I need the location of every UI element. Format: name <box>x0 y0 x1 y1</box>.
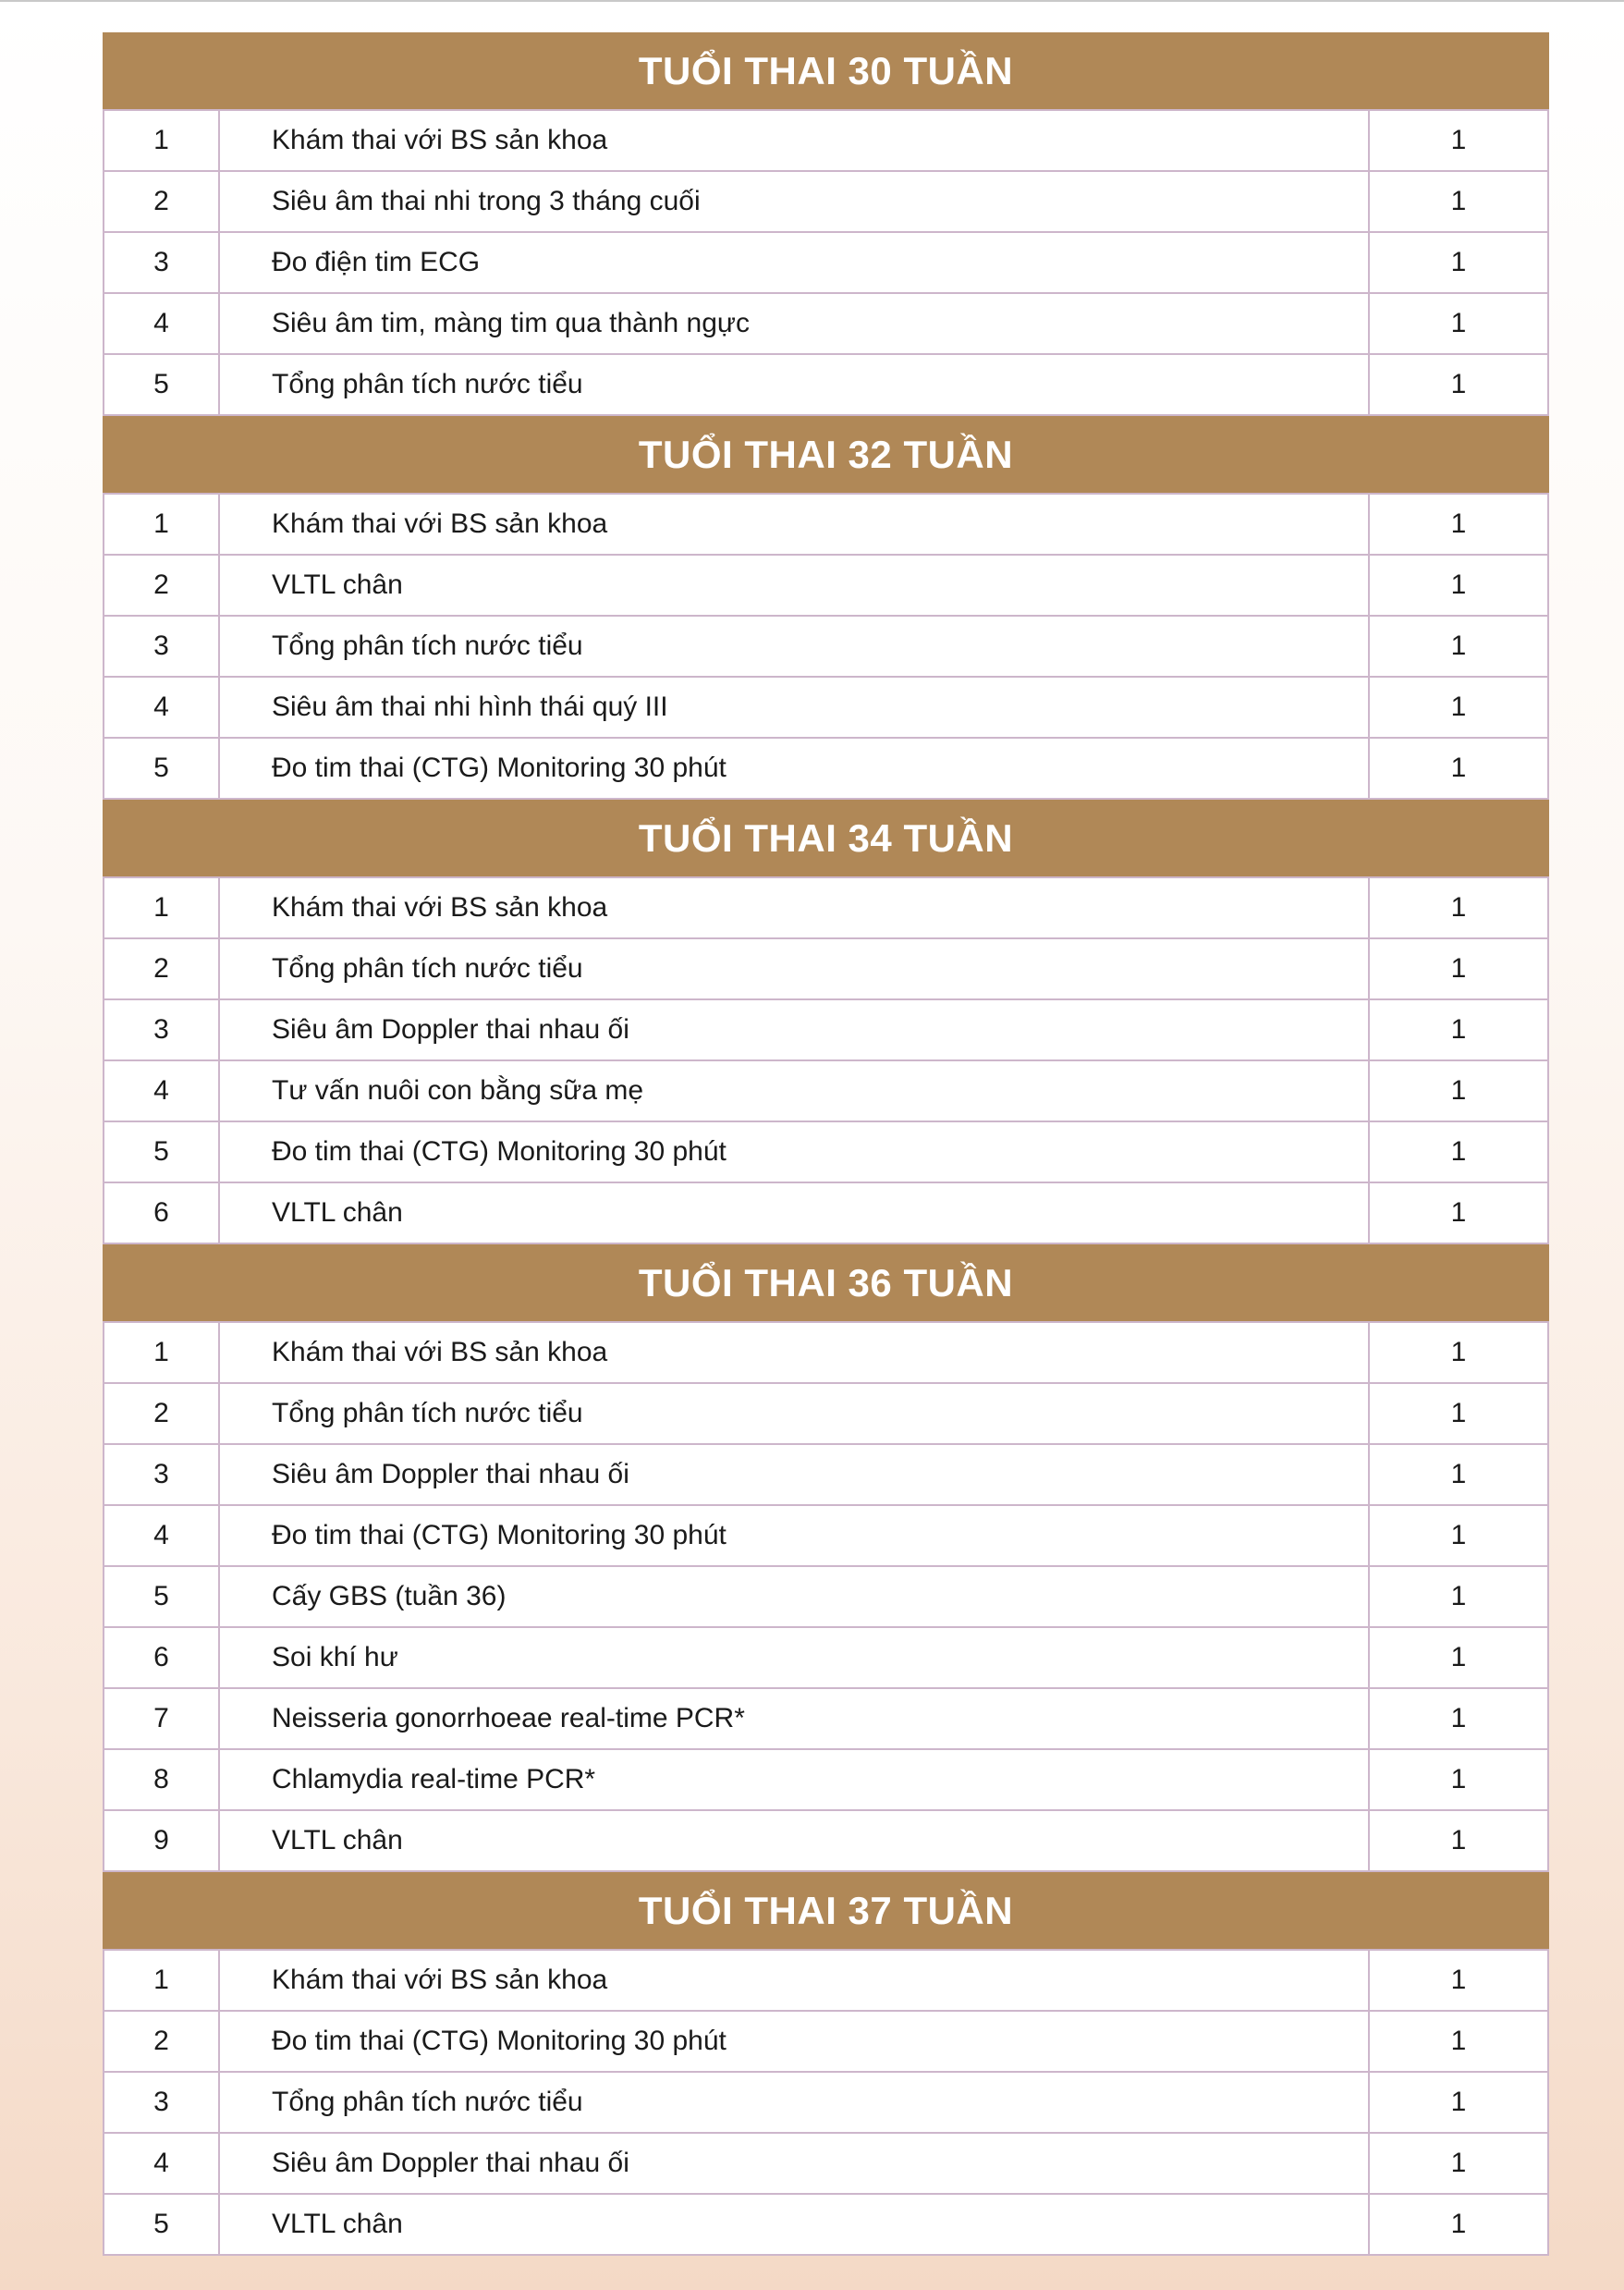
row-number: 3 <box>104 232 219 293</box>
service-name: Siêu âm tim, màng tim qua thành ngực <box>219 293 1369 354</box>
row-number: 5 <box>104 1566 219 1627</box>
service-quantity: 1 <box>1369 677 1548 738</box>
service-quantity: 1 <box>1369 1566 1548 1627</box>
schedule-section <box>103 800 1549 1244</box>
row-number: 5 <box>104 738 219 799</box>
service-quantity: 1 <box>1369 2133 1548 2194</box>
service-name: Khám thai với BS sản khoa <box>219 494 1369 555</box>
service-quantity: 1 <box>1369 1950 1548 2011</box>
section-title: TUỔI THAI 30 TUẦN <box>103 32 1549 109</box>
service-quantity: 1 <box>1369 1060 1548 1121</box>
service-quantity: 1 <box>1369 232 1548 293</box>
table-row <box>104 2072 1548 2133</box>
row-number: 2 <box>104 1383 219 1444</box>
service-quantity: 1 <box>1369 110 1548 171</box>
row-number: 5 <box>104 1121 219 1182</box>
row-number: 6 <box>104 1627 219 1688</box>
row-number: 3 <box>104 1444 219 1505</box>
service-quantity: 1 <box>1369 1749 1548 1810</box>
service-quantity: 1 <box>1369 999 1548 1060</box>
row-number: 3 <box>104 999 219 1060</box>
table-row <box>104 555 1548 616</box>
table-row <box>104 677 1548 738</box>
services-table <box>103 493 1549 800</box>
service-quantity: 1 <box>1369 555 1548 616</box>
service-quantity: 1 <box>1369 1121 1548 1182</box>
service-quantity: 1 <box>1369 938 1548 999</box>
table-row <box>104 354 1548 415</box>
table-row <box>104 1749 1548 1810</box>
table-row <box>104 1688 1548 1749</box>
table-row <box>104 938 1548 999</box>
row-number: 8 <box>104 1749 219 1810</box>
table-row <box>104 171 1548 232</box>
table-row <box>104 1060 1548 1121</box>
service-quantity: 1 <box>1369 1688 1548 1749</box>
service-name: Tổng phân tích nước tiểu <box>219 1383 1369 1444</box>
row-number: 4 <box>104 1505 219 1566</box>
table-row <box>104 494 1548 555</box>
service-quantity: 1 <box>1369 1383 1548 1444</box>
table-row <box>104 2194 1548 2255</box>
service-name: Siêu âm thai nhi hình thái quý III <box>219 677 1369 738</box>
row-number: 4 <box>104 293 219 354</box>
row-number: 2 <box>104 555 219 616</box>
row-number: 1 <box>104 110 219 171</box>
section-title: TUỔI THAI 37 TUẦN <box>103 1872 1549 1949</box>
service-quantity: 1 <box>1369 877 1548 938</box>
service-quantity: 1 <box>1369 171 1548 232</box>
table-row <box>104 616 1548 677</box>
service-name: Khám thai với BS sản khoa <box>219 110 1369 171</box>
row-number: 3 <box>104 2072 219 2133</box>
service-quantity: 1 <box>1369 293 1548 354</box>
service-name: VLTL chân <box>219 1182 1369 1243</box>
table-row <box>104 1383 1548 1444</box>
table-row <box>104 2011 1548 2072</box>
service-quantity: 1 <box>1369 1444 1548 1505</box>
pregnancy-schedule-document <box>103 32 1549 2256</box>
table-row <box>104 999 1548 1060</box>
service-quantity: 1 <box>1369 2072 1548 2133</box>
service-name: Tư vấn nuôi con bằng sữa mẹ <box>219 1060 1369 1121</box>
table-row <box>104 232 1548 293</box>
table-row <box>104 2133 1548 2194</box>
row-number: 1 <box>104 1322 219 1383</box>
row-number: 1 <box>104 877 219 938</box>
service-name: Đo tim thai (CTG) Monitoring 30 phút <box>219 1505 1369 1566</box>
row-number: 4 <box>104 1060 219 1121</box>
table-row <box>104 1182 1548 1243</box>
row-number: 9 <box>104 1810 219 1871</box>
table-row <box>104 1444 1548 1505</box>
service-quantity: 1 <box>1369 738 1548 799</box>
schedule-section <box>103 32 1549 416</box>
service-name: Đo tim thai (CTG) Monitoring 30 phút <box>219 1121 1369 1182</box>
service-name: Đo tim thai (CTG) Monitoring 30 phút <box>219 2011 1369 2072</box>
service-quantity: 1 <box>1369 354 1548 415</box>
table-row <box>104 1566 1548 1627</box>
service-name: Siêu âm thai nhi trong 3 tháng cuối <box>219 171 1369 232</box>
row-number: 2 <box>104 171 219 232</box>
service-quantity: 1 <box>1369 494 1548 555</box>
table-row <box>104 1627 1548 1688</box>
row-number: 7 <box>104 1688 219 1749</box>
service-quantity: 1 <box>1369 2194 1548 2255</box>
schedule-section <box>103 1872 1549 2256</box>
service-quantity: 1 <box>1369 616 1548 677</box>
row-number: 1 <box>104 494 219 555</box>
row-number: 4 <box>104 2133 219 2194</box>
row-number: 3 <box>104 616 219 677</box>
table-row <box>104 1810 1548 1871</box>
table-row <box>104 1950 1548 2011</box>
service-quantity: 1 <box>1369 2011 1548 2072</box>
service-name: Tổng phân tích nước tiểu <box>219 354 1369 415</box>
section-title: TUỔI THAI 32 TUẦN <box>103 416 1549 493</box>
services-table <box>103 1949 1549 2256</box>
service-quantity: 1 <box>1369 1810 1548 1871</box>
service-name: VLTL chân <box>219 555 1369 616</box>
service-quantity: 1 <box>1369 1322 1548 1383</box>
service-name: Chlamydia real-time PCR* <box>219 1749 1369 1810</box>
row-number: 4 <box>104 677 219 738</box>
service-name: Tổng phân tích nước tiểu <box>219 616 1369 677</box>
service-name: Cấy GBS (tuần 36) <box>219 1566 1369 1627</box>
table-row <box>104 1121 1548 1182</box>
row-number: 5 <box>104 354 219 415</box>
service-name: VLTL chân <box>219 2194 1369 2255</box>
service-name: Siêu âm Doppler thai nhau ối <box>219 1444 1369 1505</box>
service-name: VLTL chân <box>219 1810 1369 1871</box>
row-number: 2 <box>104 2011 219 2072</box>
row-number: 5 <box>104 2194 219 2255</box>
table-row <box>104 110 1548 171</box>
section-title: TUỔI THAI 34 TUẦN <box>103 800 1549 876</box>
row-number: 1 <box>104 1950 219 2011</box>
schedule-section <box>103 416 1549 800</box>
row-number: 6 <box>104 1182 219 1243</box>
services-table <box>103 1321 1549 1872</box>
row-number: 2 <box>104 938 219 999</box>
service-name: Neisseria gonorrhoeae real-time PCR* <box>219 1688 1369 1749</box>
service-name: Khám thai với BS sản khoa <box>219 1322 1369 1383</box>
service-name: Khám thai với BS sản khoa <box>219 877 1369 938</box>
service-name: Khám thai với BS sản khoa <box>219 1950 1369 2011</box>
section-title: TUỔI THAI 36 TUẦN <box>103 1244 1549 1321</box>
service-name: Siêu âm Doppler thai nhau ối <box>219 2133 1369 2194</box>
services-table <box>103 109 1549 416</box>
table-row <box>104 738 1548 799</box>
service-name: Soi khí hư <box>219 1627 1369 1688</box>
service-quantity: 1 <box>1369 1182 1548 1243</box>
service-name: Siêu âm Doppler thai nhau ối <box>219 999 1369 1060</box>
table-row <box>104 877 1548 938</box>
table-row <box>104 1505 1548 1566</box>
service-name: Đo tim thai (CTG) Monitoring 30 phút <box>219 738 1369 799</box>
service-quantity: 1 <box>1369 1505 1548 1566</box>
service-name: Đo điện tim ECG <box>219 232 1369 293</box>
schedule-section <box>103 1244 1549 1872</box>
top-divider <box>0 0 1624 2</box>
service-name: Tổng phân tích nước tiểu <box>219 2072 1369 2133</box>
service-quantity: 1 <box>1369 1627 1548 1688</box>
services-table <box>103 876 1549 1244</box>
table-row <box>104 1322 1548 1383</box>
table-row <box>104 293 1548 354</box>
service-name: Tổng phân tích nước tiểu <box>219 938 1369 999</box>
